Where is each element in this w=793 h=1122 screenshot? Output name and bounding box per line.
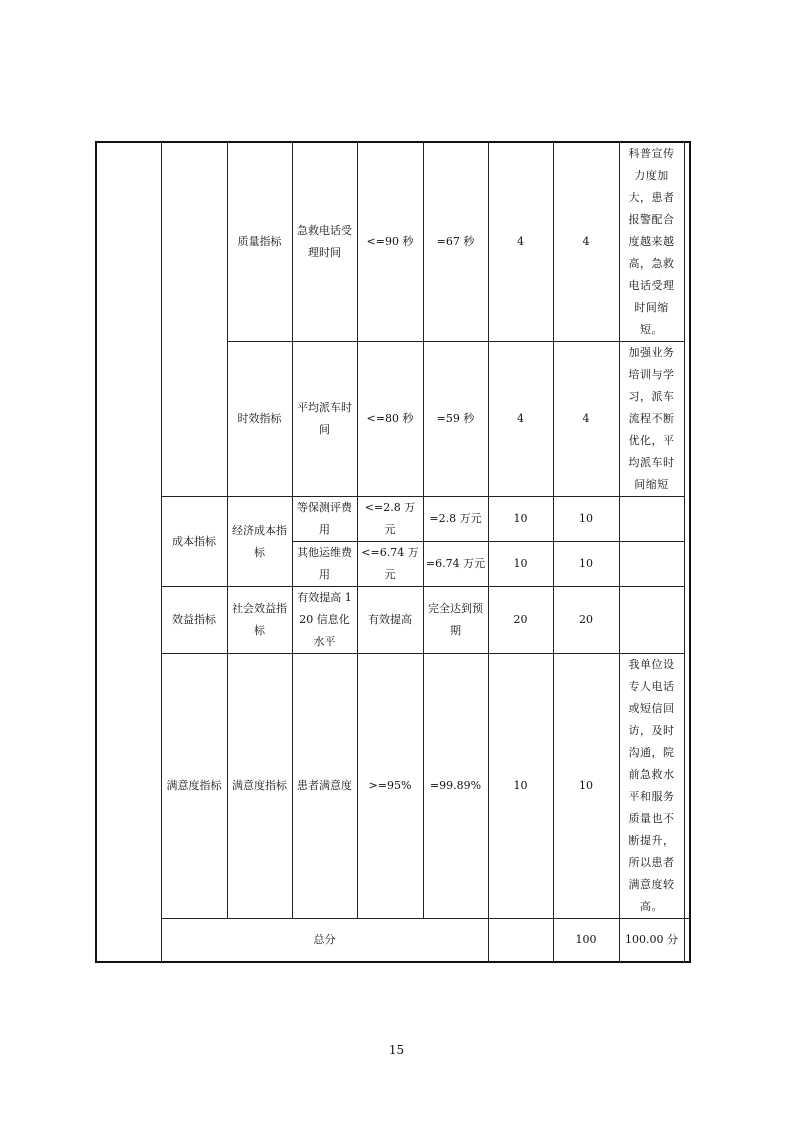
total-analysis-cell (684, 919, 690, 962)
indicator-name-cell: 平均派车时间 (292, 342, 357, 497)
level2-indicator-cell: 效益指标 (161, 587, 227, 654)
score-cell: 10 (553, 654, 619, 919)
score-cell: 10 (553, 542, 619, 587)
indicator-name-cell: 急救电话受理时间 (292, 142, 357, 342)
indicator-name-cell: 有效提高 120 信息化水平 (292, 587, 357, 654)
score-cell: 20 (553, 587, 619, 654)
deviation-analysis-cell (619, 542, 684, 587)
total-row (96, 919, 690, 962)
target-value-cell: <=6.74 万元 (357, 542, 423, 587)
total-label-cell: 总分 (161, 919, 488, 962)
actual-value-cell: =6.74 万元 (423, 542, 488, 587)
target-value-cell: <=80 秒 (357, 342, 423, 497)
score-cell: 10 (553, 497, 619, 542)
weight-cell: 4 (488, 142, 553, 342)
level3-indicator-cell: 时效指标 (227, 342, 292, 497)
deviation-analysis-cell (619, 587, 684, 654)
deviation-analysis-cell: 我单位设专人电话或短信回访，及时沟通，院前急救水平和服务质量也不断提升，所以患者满意度较高。 (619, 654, 684, 919)
deviation-analysis-cell: 加强业务培训与学习，派车流程不断优化，平均派车时间缩短 (619, 342, 684, 497)
actual-value-cell: 完全达到预期 (423, 587, 488, 654)
table-row (96, 587, 690, 654)
table-row (96, 497, 690, 542)
weight-cell: 10 (488, 654, 553, 919)
target-value-cell: 有效提高 (357, 587, 423, 654)
indicator-name-cell: 其他运维费用 (292, 542, 357, 587)
total-actual-cell (488, 919, 553, 962)
score-cell: 4 (553, 342, 619, 497)
target-value-cell: <=90 秒 (357, 142, 423, 342)
level3-indicator-cell: 社会效益指标 (227, 587, 292, 654)
level2-indicator-cell: 满意度指标 (161, 654, 227, 919)
performance-indicator-table (95, 141, 691, 963)
weight-cell: 10 (488, 497, 553, 542)
page-number: 15 (388, 1043, 405, 1057)
total-score-cell: 100.00 分 (619, 919, 684, 962)
weight-cell: 10 (488, 542, 553, 587)
deviation-analysis-cell (619, 497, 684, 542)
actual-value-cell: =59 秒 (423, 342, 488, 497)
actual-value-cell: =2.8 万元 (423, 497, 488, 542)
total-weight-cell: 100 (553, 919, 619, 962)
level3-indicator-cell: 经济成本指标 (227, 497, 292, 587)
deviation-analysis-cell: 科普宣传力度加大，患者报警配合度越来越高，急救电话受理时间缩短。 (619, 142, 684, 342)
score-cell: 4 (553, 142, 619, 342)
level2-indicator-cell (161, 142, 227, 497)
level1-indicator-cell (96, 142, 161, 962)
level2-indicator-cell: 成本指标 (161, 497, 227, 587)
actual-value-cell: =99.89% (423, 654, 488, 919)
weight-cell: 4 (488, 342, 553, 497)
target-value-cell: >=95% (357, 654, 423, 919)
actual-value-cell: =67 秒 (423, 142, 488, 342)
weight-cell: 20 (488, 587, 553, 654)
level3-indicator-cell: 满意度指标 (227, 654, 292, 919)
indicator-name-cell: 患者满意度 (292, 654, 357, 919)
table-row (96, 654, 690, 919)
indicator-name-cell: 等保测评费用 (292, 497, 357, 542)
level3-indicator-cell: 质量指标 (227, 142, 292, 342)
target-value-cell: <=2.8 万元 (357, 497, 423, 542)
table-row (96, 142, 690, 342)
